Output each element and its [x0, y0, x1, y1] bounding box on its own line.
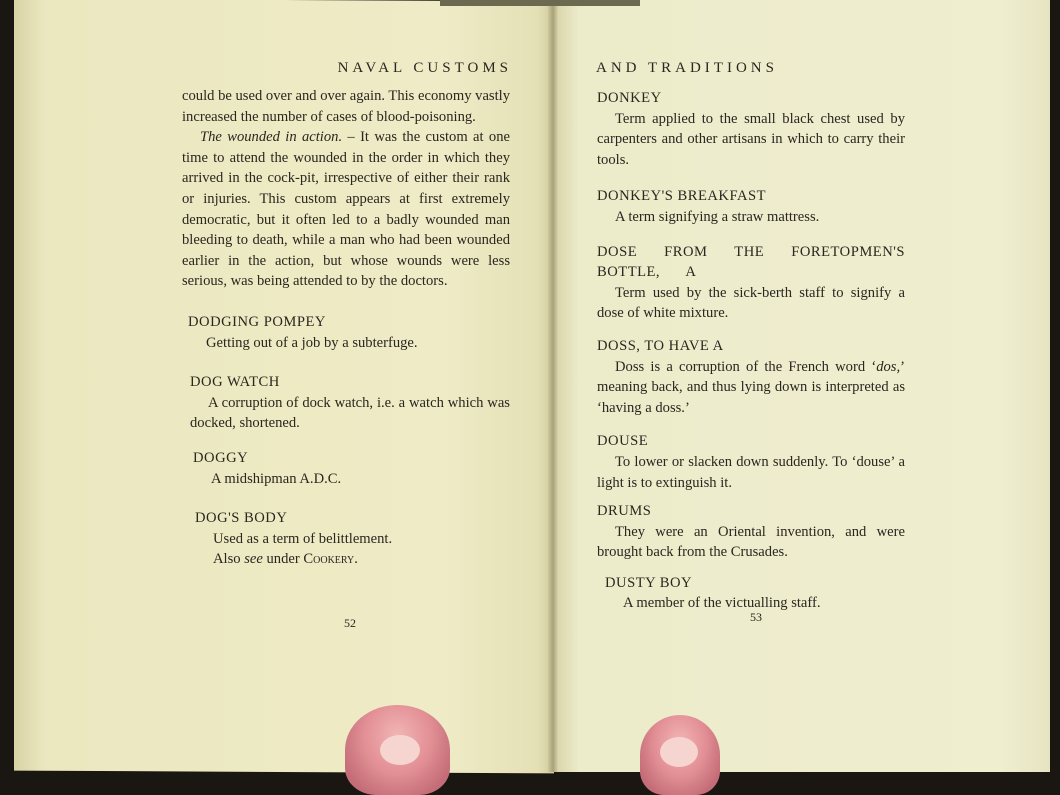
entry-term: DOG WATCH: [190, 374, 280, 391]
entry-definition: A midshipman A.D.C.: [211, 470, 342, 487]
entry-doggy: [193, 448, 510, 489]
entry-term: DOSE FROM THE FORETOPMEN'S BOTTLE, A: [597, 243, 905, 281]
definition-text: ’ meaning back, and thus lying down is interpreted as ‘having a doss.’: [597, 358, 905, 416]
definition-italic: dos,: [876, 358, 901, 375]
entry-dogs-body: [195, 508, 510, 570]
entry-dose-from-the-foretopmens-bottle: [597, 242, 905, 324]
entry-definition: A term signifying a straw mattress.: [615, 208, 820, 225]
right-text-column: [597, 88, 905, 614]
xref-text: under: [262, 551, 304, 568]
xref-see: see: [244, 551, 263, 568]
entry-term: DOGGY: [193, 449, 249, 466]
intro-paragraph: could be used over and over again. This economy vastly increased the number of cases of blood-poisoning.: [182, 88, 511, 125]
entry-dusty-boy: [605, 573, 905, 614]
entry-definition: A corruption of dock watch, i.e. a watch which was docked, shortened.: [190, 394, 510, 432]
entry-doss-to-have-a: [597, 336, 905, 418]
entry-term: DOSS, TO HAVE A: [597, 337, 724, 354]
paragraph-text: – It was the custom at one time to attend the wounded in the order in which they arrived in the cock-pit, irrespective of either their rank or injuries. This custom appears at first extremely democratic, but it often led to a badly wounded man bleeding to death, while a man who had been wounded earlier in the action, but whose wounds were less serious, was being attended to by the doctors.: [182, 129, 510, 290]
entry-definition: Term applied to the small black chest used by carpenters and other artisans in which to carry their tools.: [597, 110, 905, 168]
book-gutter: [548, 0, 558, 772]
entry-cross-reference: [195, 549, 510, 570]
entry-donkeys-breakfast: [597, 186, 905, 227]
book-edge: [440, 0, 640, 6]
paragraph-heading: The wounded in action.: [200, 129, 343, 146]
entry-definition: A member of the victualling staff.: [623, 595, 821, 612]
entry-definition: Used as a term of belittlement.: [213, 530, 393, 547]
entry-dog-watch: [190, 372, 510, 434]
running-head-right: AND TRADITIONS: [596, 60, 778, 76]
xref-target: Cookery.: [303, 551, 358, 568]
left-text-column: [182, 86, 510, 570]
entry-definition: [597, 357, 905, 419]
entry-term: DOUSE: [597, 433, 649, 450]
entry-term: DUSTY BOY: [605, 574, 693, 591]
wounded-paragraph: [182, 127, 510, 292]
entry-dodging-pompey: [188, 312, 510, 353]
entry-definition: They were an Oriental invention, and were brought back from the Crusades.: [597, 523, 905, 561]
page-number-left: 52: [344, 616, 356, 630]
entry-donkey: [597, 88, 905, 170]
xref-text: Also: [213, 551, 245, 568]
entry-definition: To lower or slacken down suddenly. To ‘douse’ a light is to extinguish it.: [597, 453, 905, 491]
right-thumb: [640, 715, 720, 795]
entry-term: DODGING POMPEY: [188, 313, 326, 330]
entry-term: DRUMS: [597, 503, 652, 520]
entry-drums: [597, 501, 905, 563]
running-head-left: NAVAL CUSTOMS: [337, 60, 512, 76]
entry-term: DONKEY: [597, 90, 662, 106]
entry-definition: Term used by the sick-berth staff to signify a dose of white mixture.: [597, 284, 905, 322]
page-number-right: 53: [750, 610, 762, 624]
entry-douse: [597, 431, 905, 493]
entry-term: DOG'S BODY: [195, 510, 288, 527]
left-thumb: [345, 705, 450, 795]
entry-term: DONKEY'S BREAKFAST: [597, 188, 767, 205]
definition-text: Doss is a corruption of the French word ‘: [615, 358, 877, 375]
entry-definition: Getting out of a job by a subterfuge.: [206, 334, 418, 351]
